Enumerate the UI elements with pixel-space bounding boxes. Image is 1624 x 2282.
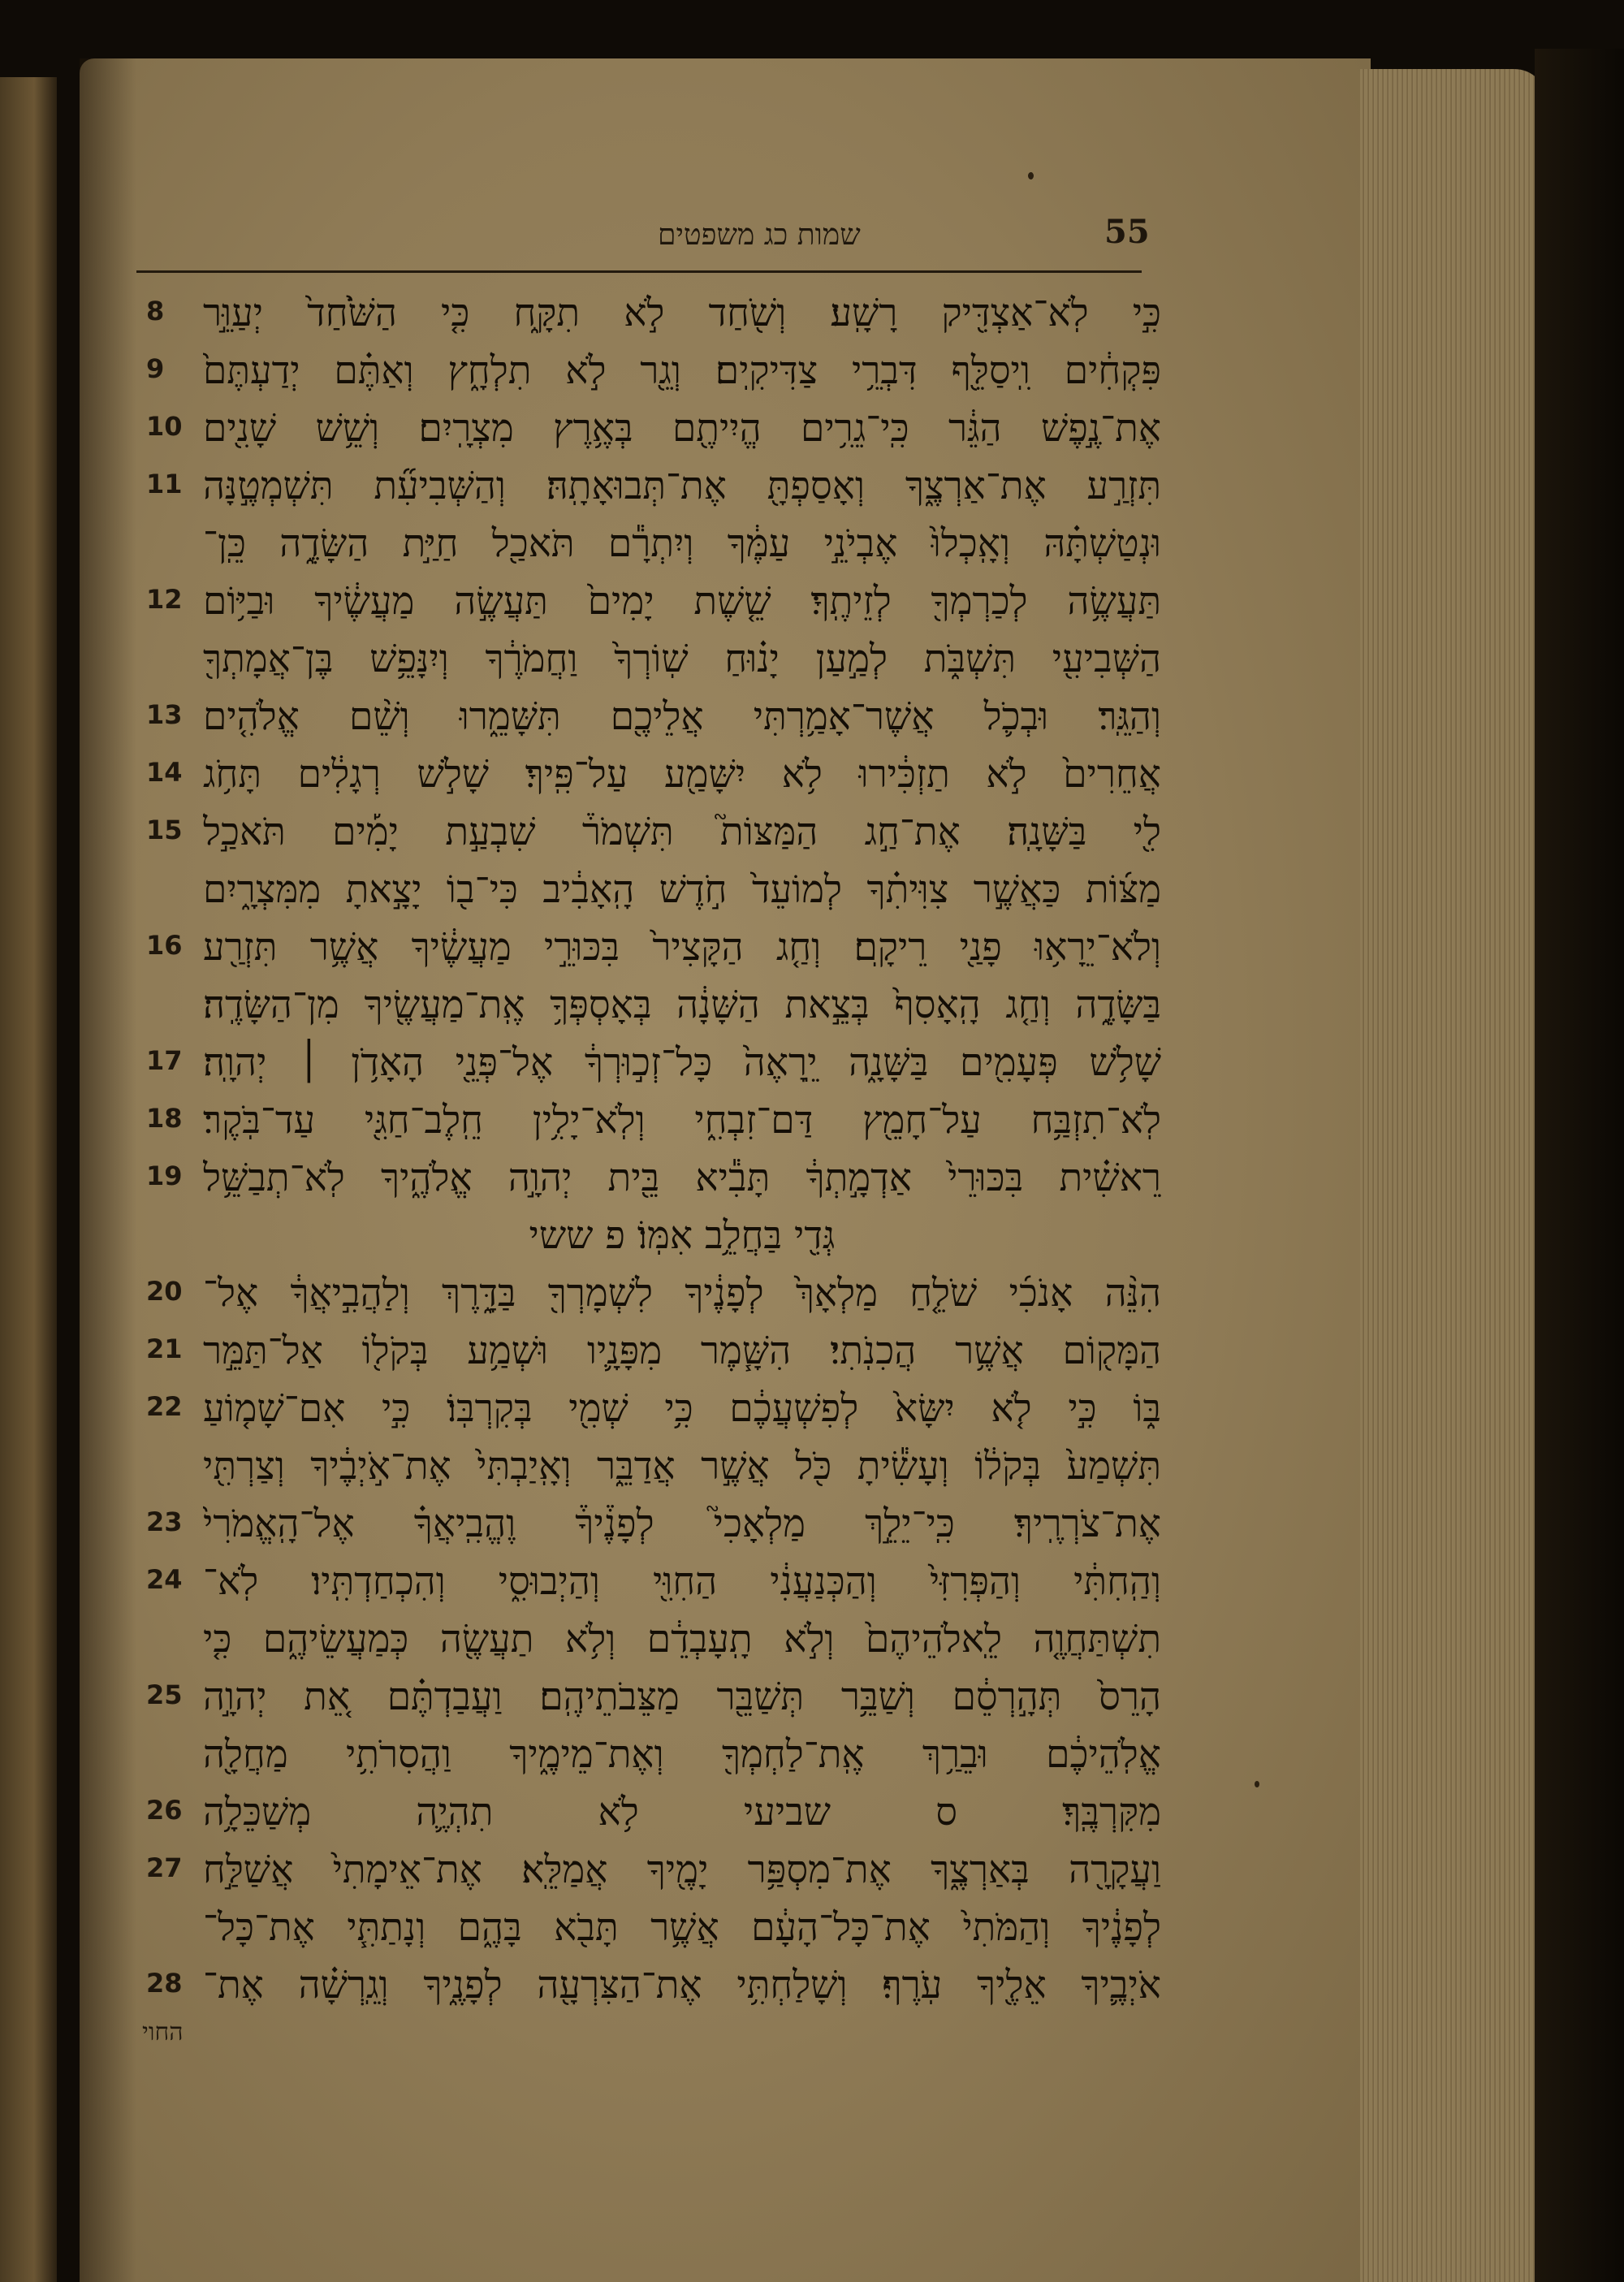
verse-number: 8 [146,296,165,326]
running-title: שמות כג משפטים [658,218,861,252]
verse-number: 12 [146,584,183,615]
verse-number: 11 [146,469,183,499]
text-line [138,688,1186,746]
text-block [138,284,1186,2014]
text-line [138,1091,1186,1149]
line-text: אֶת־נֶ֣פֶשׁ הַגֵּ֔ר כִּֽי־גֵרִ֥ים הֱיִיתֶ֖ם בְּאֶ֥רֶץ מִצְרָֽיִם׃ וְשֵׁ֥שׁ שָׁנִ֖ים [203,406,1161,451]
line-text: וַעֲקָרָ֖ה בְּאַרְצֶ֑ךָ אֶת־מִסְפַּ֥ר יָמֶ֖יךָ אֲמַלֵּֽא׃ אֶת־אֵימָתִי֙ אֲשַׁלַּ֣ח [203,1848,1161,1892]
verse-number: 16 [146,930,183,961]
verse-number: 28 [146,1968,183,1999]
verse-number: 10 [146,411,183,442]
verse-number: 22 [146,1391,183,1422]
catchword: החוי [142,2018,184,2046]
line-text: הִנֵּ֨ה אָנֹכִ֜י שֹׁלֵ֤חַ מַלְאָךְ֙ לְפָנֶ֔יךָ לִשְׁמָרְךָ֖ בַּדָּ֑רֶךְ וְלַהֲבִ֣יאֲךָ֔ אֶל־ [203,1271,1161,1316]
verse-number: 27 [146,1852,183,1883]
page-number: 55 [1104,213,1150,251]
line-text: רֵאשִׁ֗ית בִּכּוּרֵי֙ אַדְמָ֣תְךָ֔ תָּבִ֕יא בֵּ֖ית יְהוָ֣ה אֱלֹהֶ֑יךָ לֹֽא־תְבַשֵּׁ֥ל [203,1156,1161,1200]
verse-number: 25 [146,1679,183,1710]
text-line [138,1437,1186,1495]
ink-speck [1028,172,1034,179]
line-text: הַמָּק֖וֹם אֲשֶׁ֥ר הֲכִנֹֽתִי׃ הִשָּׁ֧מֶר מִפָּנָ֛יו וּשְׁמַ֥ע בְּקֹל֖וֹ אַל־תַּמֵּ֣ר [203,1329,1161,1373]
line-text: אֱלֹֽהֵיכֶ֔ם וּבֵרַ֥ךְ אֶֽת־לַחְמְךָ֖ וְאֶת־מֵימֶ֑יךָ וַהֲסִרֹתִ֥י מַחֲלָ֖ה [203,1732,1161,1777]
text-line [138,803,1186,861]
text-line [138,284,1186,342]
line-text: וּנְטַשְׁתָּ֗הּ וְאָֽכְלוּ֙ אֶבְיֹנֵ֣י עַמֶּ֔ךָ וְיִתְרָ֕ם תֹּאכַ֖ל חַיַּ֣ת הַשָּׂדֶ֑ה כֵּֽן־ [203,521,1161,566]
text-line [138,1264,1186,1322]
text-line [138,1322,1186,1380]
line-text: תִּזְרַ֣ע אֶת־אַרְצֶ֑ךָ וְאָסַפְתָּ֖ אֶת־תְּבוּאָתָֽהּ׃ וְהַשְּׁבִיעִ֞ת תִּשְׁמְטֶ֣נָּה [203,464,1161,508]
verse-number: 23 [146,1506,183,1537]
line-text: לֹֽא־תִזְבַּ֥ח עַל־חָמֵ֖ץ דַּם־זִבְחִ֑י וְלֹֽא־יָלִ֥ין חֵֽלֶב־חַגִּ֖י עַד־בֹּֽקֶר׃ [203,1098,1161,1143]
line-text: וְהַגֵּֽר׃ וּבְכֹ֛ל אֲשֶׁר־אָמַ֥רְתִּי אֲלֵיכֶ֖ם תִּשָּׁמֵ֑רוּ וְשֵׁ֨ם אֱלֹהִ֤ים [203,694,1161,739]
text-line [138,1610,1186,1668]
line-text: מַצּ֜וֹת כַּאֲשֶׁ֣ר צִוִּיתִ֗ךָ לְמוֹעֵד֙ חֹ֣דֶשׁ הָֽאָבִ֔יב כִּי־ב֖וֹ יָצָ֣אתָ מִמִּצְרָ֑יִם [203,867,1161,912]
gutter-shadow [80,58,136,2282]
verse-number: 13 [146,699,183,730]
line-text: אֶת־צֹרְרֶֽיךָ׃ כִּֽי־יֵלֵ֣ךְ מַלְאָכִי֮ לְפָנֶ֒יךָ֒ וֶהֱבִֽיאֲךָ֗ אֶל־הָֽאֱמֹרִי֙ [203,1502,1161,1546]
text-line [138,457,1186,515]
text-line [138,400,1186,457]
line-text: וְלֹא־יֵרָא֥וּ פָנַ֖י רֵיקָֽם׃ וְחַ֤ג הַקָּצִיר֙ בִּכּוּרֵ֣י מַעֲשֶׂ֔יךָ אֲשֶׁ֥ר תִּזְרַ֖ע [203,925,1161,970]
verse-number: 15 [146,815,183,845]
book-cover-edge [1535,49,1624,2282]
text-line [138,1380,1186,1437]
text-line [138,1726,1186,1783]
running-head [138,203,1150,268]
text-line [138,1956,1186,2014]
line-text: שָׁלֹ֥שׁ פְּעָמִ֖ים בַּשָּׁנָ֑ה יֵֽרָאֶה֙ כָּל־זְכ֣וּרְךָ֔ אֶל־פְּנֵ֖י הָאָדֹ֥ן ׀ יְהוָֽה׃ [203,1040,1161,1085]
line-text: אֹיְבֶ֛יךָ אֵלֶ֖יךָ עֹֽרֶף׃ וְשָׁלַחְתִּ֥י אֶת־הַצִּרְעָ֖ה לְפָנֶ֑יךָ וְגֵֽרְשָׁ֗ה אֶת־ [203,1963,1161,2008]
verse-number: 17 [146,1045,183,1076]
line-text: לְפָנֶ֔יךָ וְהַמֹּתִי֙ אֶת־כָּל־הָעָ֔ם אֲשֶׁ֥ר תָּבֹ֖א בָּהֶ֑ם וְנָתַתִּ֧י אֶת־כָּל־ [203,1905,1161,1950]
line-text: אֲחֵרִים֙ לֹ֣א תַזְכִּ֔ירוּ לֹ֥א יִשָּׁמַ֖ע עַל־פִּֽיךָ׃ שָׁלֹ֣שׁ רְגָלִ֔ים תָּחֹ֥ג [203,752,1161,797]
verse-number: 20 [146,1276,183,1307]
text-line [138,976,1186,1034]
text-line [138,918,1186,976]
line-text: פִּקְחִ֔ים וִֽיסַלֵּ֖ף דִּבְרֵ֥י צַדִּיקִֽים׃ וְגֵ֖ר לֹ֣א תִלְחָ֑ץ וְאַתֶּ֗ם יְדַעְתֶּם֙ [203,348,1161,393]
line-text: וְהַֽחִתִּ֔י וְהַפְּרִזִּי֙ וְהַכְּנַעֲנִ֔י הַחִוִּ֖י וְהַיְבוּסִ֑י וְהִכְחַדְתִּֽיו׃ לֹֽא־ [203,1559,1161,1604]
text-line [138,1034,1186,1091]
header-rule [136,270,1142,273]
line-text: כִּ֣י לֹֽא־אַצְדִּ֖יק רָשָֽׁע׃ וְשֹׁ֖חַד לֹ֣א תִקָּ֑ח כִּ֤י הַשֹּׁ֙חַד֙ יְעַוֵּ֣ר [203,291,1161,335]
text-line [138,746,1186,803]
text-line [138,573,1186,630]
left-page-edge [0,77,57,2282]
line-text: תַּעֲשֶׂ֥ה לְכַרְמְךָ֖ לְזֵיתֶֽךָ׃ שֵׁ֤שֶׁת יָמִים֙ תַּעֲשֶׂ֣ה מַעֲשֶׂ֔יךָ וּבַיּ֥וֹם [203,579,1161,624]
line-text: לִ֖י בַּשָּׁנָֽה׃ אֶת־חַ֣ג הַמַּצּוֹת֮ תִּשְׁמֹר֒ שִׁבְעַ֣ת יָמִ֡ים תֹּאכַ֣ל [203,810,1161,854]
line-text: גְּדִ֖י בַּחֲלֵ֥ב אִמּֽוֹ׃ פ ששי [529,1213,836,1258]
text-line [138,1553,1186,1610]
text-line [138,342,1186,400]
text-line [138,861,1186,918]
text-line [138,1668,1186,1726]
verse-number: 21 [146,1333,183,1364]
line-text: מִקִּרְבֶּֽךָ׃ ס שביעי לֹ֥א תִהְיֶ֛ה מְשַׁכֵּלָ֥ה [203,1790,1161,1835]
ink-speck [1255,1781,1259,1787]
verse-number: 24 [146,1564,183,1595]
line-text: בּ֑וֹ כִּ֣י לֹ֤א יִשָּׂא֙ לְפִשְׁעֲכֶ֔ם כִּ֥י שְׁמִ֖י בְּקִרְבּֽוֹ׃ כִּ֣י אִם־שָׁמ֤וֹעַ [203,1386,1161,1431]
line-text: תִשְׁתַּחֲוֶ֤ה לֵֽאלֹהֵיהֶם֙ וְלֹ֣א תָֽעָבְדֵ֔ם וְלֹ֥א תַעֲשֶׂ֖ה כְּמַעֲשֵׂיהֶ֑ם כִּ֤י [203,1617,1161,1662]
text-line [138,1899,1186,1956]
verse-number: 19 [146,1160,183,1191]
line-text: הָרֵס֙ תְּהָ֣רְסֵ֔ם וְשַׁבֵּ֥ר תְּשַׁבֵּ֖ר מַצֵּבֹתֵיהֶֽם׃ וַעֲבַדְתֶּ֗ם אֵ֚ת יְהוָ֣ה [203,1675,1161,1719]
line-text: בַּשָּׂדֶ֑ה וְחַ֤ג הָֽאָסִף֙ בְּצֵ֣את הַשָּׁנָ֔ה בְּאָסְפְּךָ֥ אֶֽת־מַעֲשֶׂ֖יךָ מִן־הַשָּׂדֶֽה׃ [203,983,1161,1027]
verse-number: 14 [146,757,183,788]
line-text: תִּשְׁמַע֙ בְּקֹל֔וֹ וְעָשִׂ֕יתָ כֹּ֖ל אֲשֶׁ֣ר אֲדַבֵּ֑ר וְאָֽיַבְתִּי֙ אֶת־אֹ֣יְבֶ֔יךָ וְצַרְתִּ֖י [203,1444,1161,1489]
text-line [138,1841,1186,1899]
line-text: הַשְּׁבִיעִ֖י תִּשְׁבֹּ֑ת לְמַ֣עַן יָנ֗וּחַ שֽׁוֹרְךָ֙ וַחֲמֹרֶ֔ךָ וְיִנָּפֵ֥שׁ בֶּן־אֲמָתְךָ֖ [203,637,1161,681]
verse-number: 9 [146,353,165,384]
page-block-edge [1360,69,1547,2282]
verse-number: 18 [146,1103,183,1134]
text-line [138,1783,1186,1841]
text-line [138,1207,1186,1264]
text-line [138,630,1186,688]
verse-number: 26 [146,1795,183,1826]
text-line [138,515,1186,573]
text-line [138,1495,1186,1553]
text-line [138,1149,1186,1207]
